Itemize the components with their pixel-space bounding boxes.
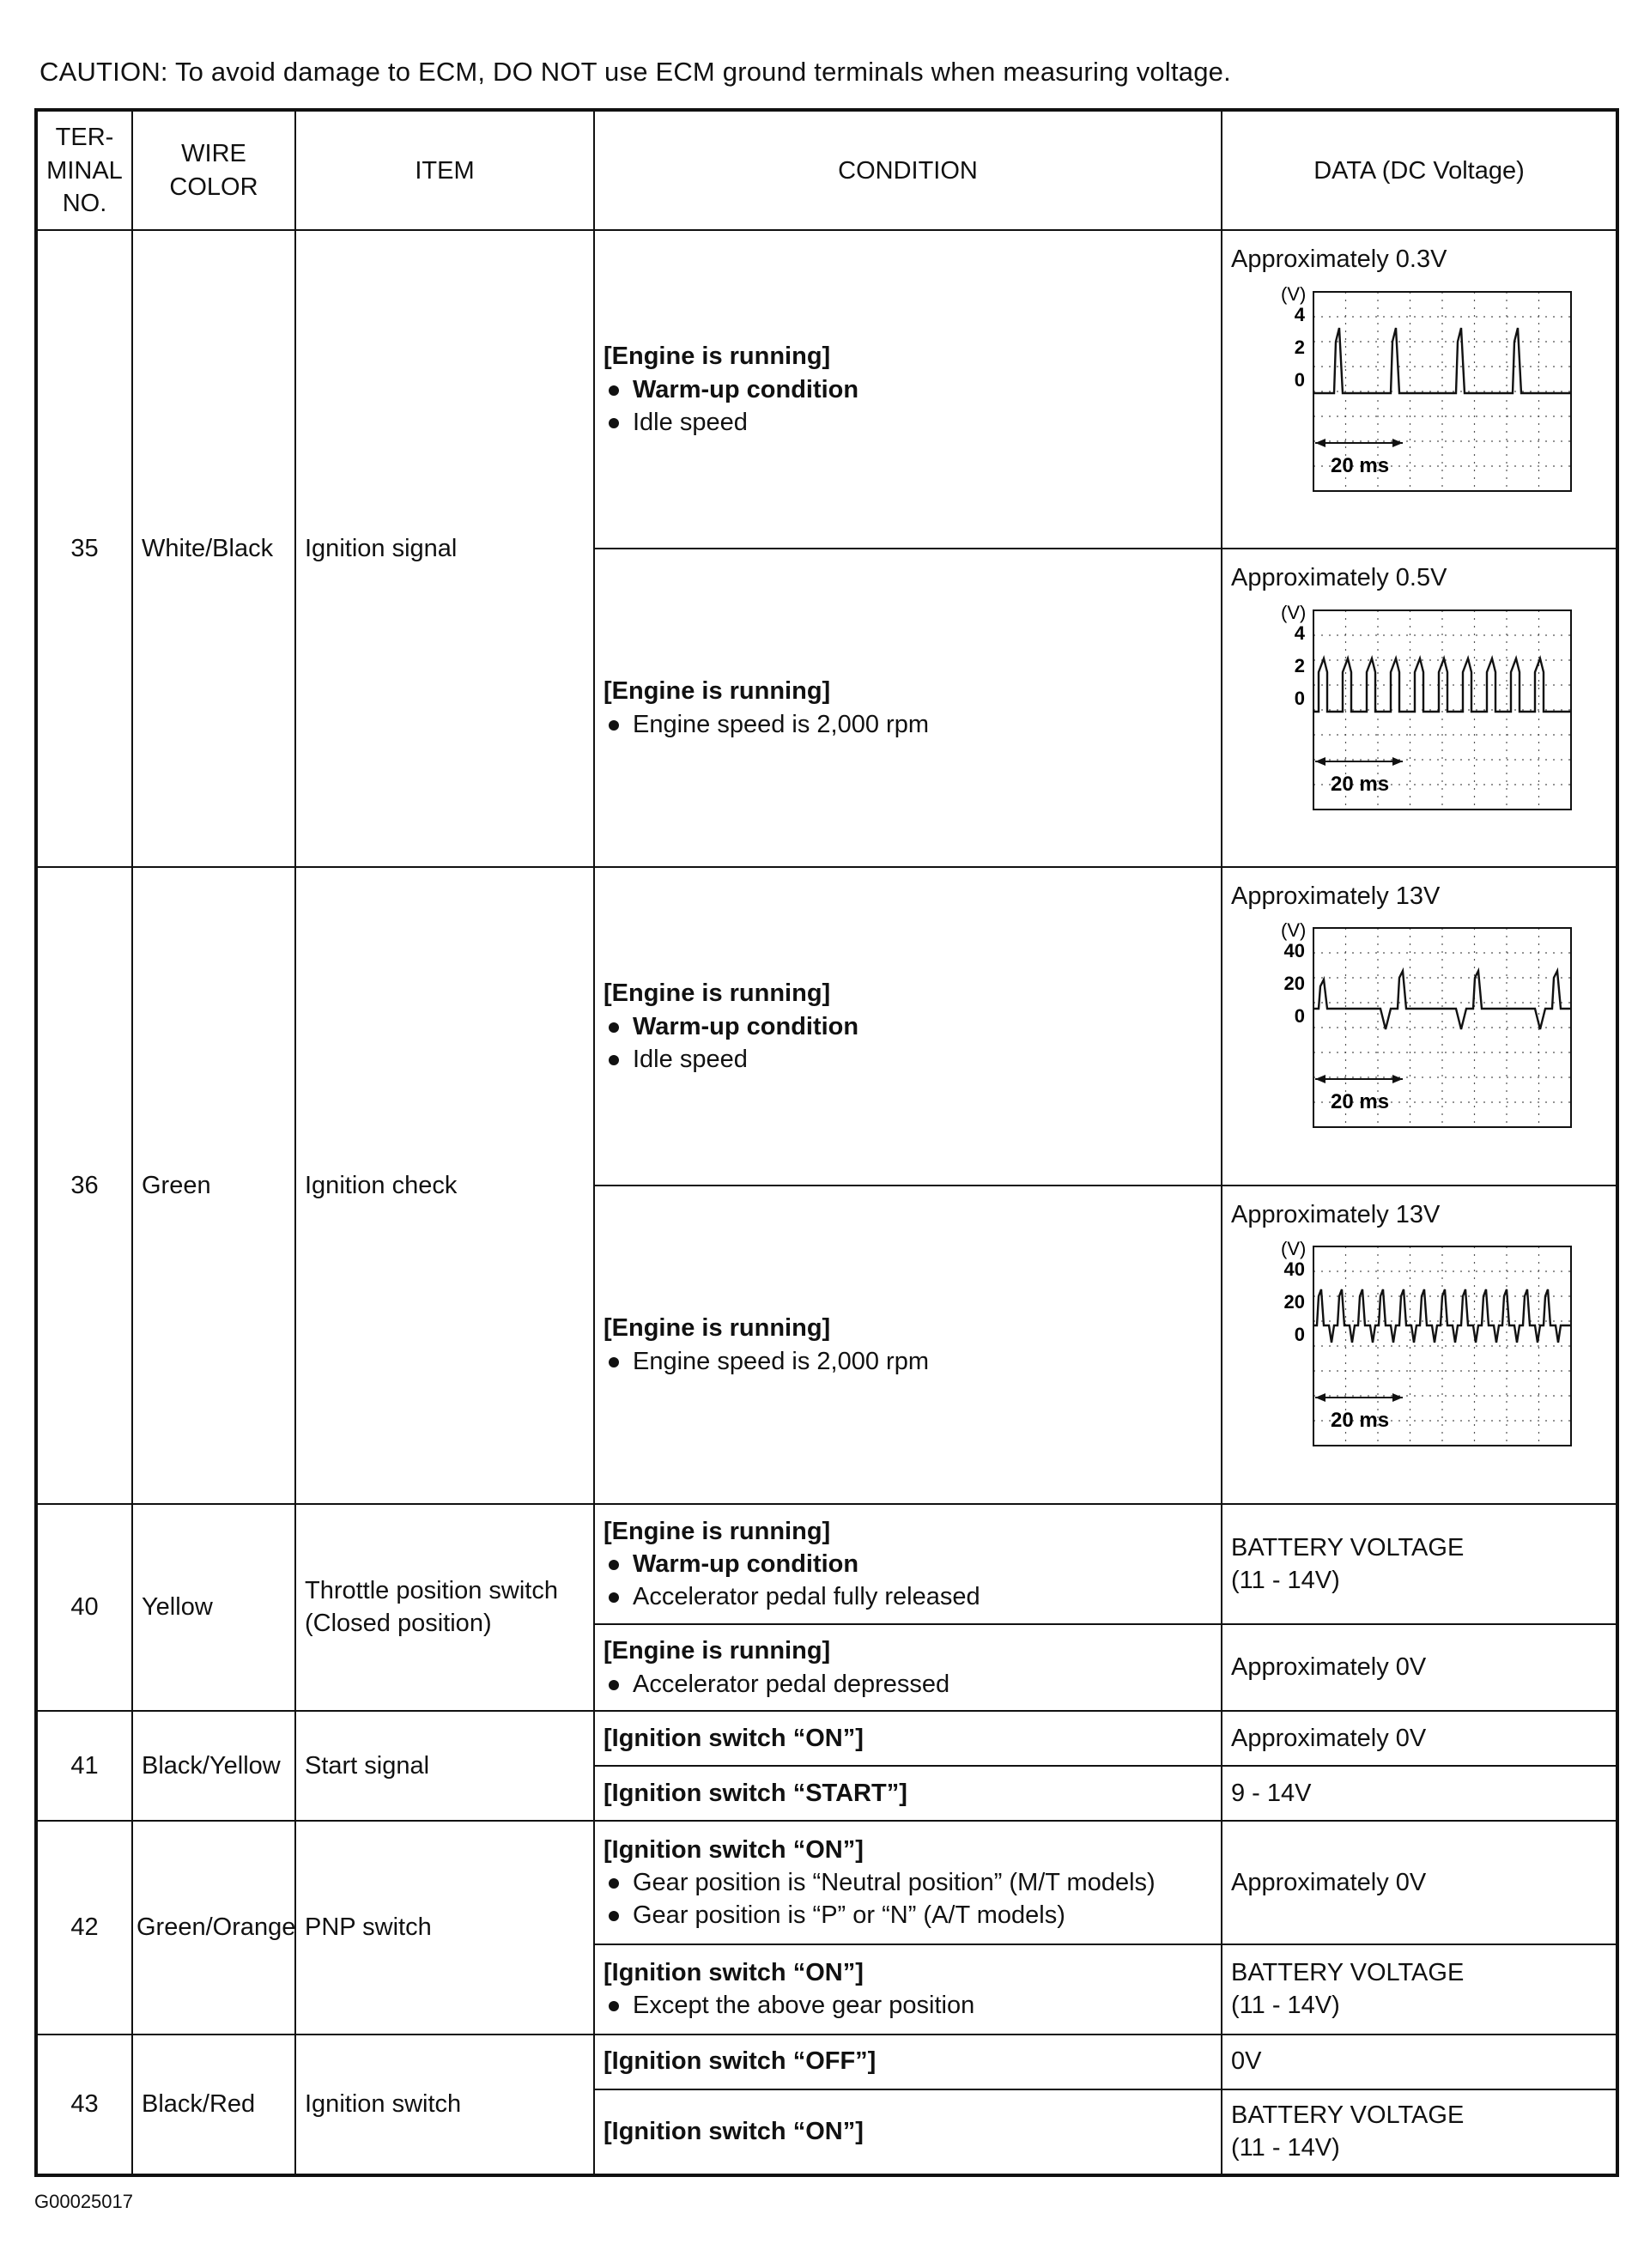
wire-color: Black/Red (132, 2035, 295, 2175)
item-name: Throttle position switch (Closed position) (295, 1504, 594, 1711)
data-cell (1222, 2035, 1617, 2089)
data-cell (1222, 1186, 1617, 1504)
table-row (36, 1711, 1617, 1766)
oscilloscope-waveform (1260, 282, 1586, 498)
data-cell (1222, 867, 1617, 1186)
scope-tick-label: 2 (1294, 336, 1305, 358)
data-cell (1222, 1711, 1617, 1766)
condition-bullet: Idle speed (604, 1043, 1212, 1076)
condition-heading: [Engine is running] (604, 343, 831, 371)
terminal-number: 35 (36, 230, 132, 867)
header-data: DATA (DC Voltage) (1222, 110, 1617, 230)
condition-cell (594, 867, 1222, 1186)
caution-note: CAUTION: To avoid damage to ECM, DO NOT use ECM ground terminals when measuring voltage. (39, 57, 1231, 87)
table-row (36, 867, 1617, 1186)
ecm-terminal-table (34, 108, 1619, 2177)
condition-heading: [Ignition switch “ON”] (604, 2118, 864, 2146)
condition-heading: [Engine is running] (604, 677, 831, 706)
wire-color: Yellow (132, 1504, 295, 1711)
data-value: BATTERY VOLTAGE (11 - 14V) (1231, 1533, 1465, 1595)
condition-cell (594, 1821, 1222, 1944)
arrowhead-icon (1392, 1393, 1403, 1402)
condition-bullet: Accelerator pedal depressed (604, 1668, 1212, 1701)
header-wire-color (132, 110, 295, 230)
arrowhead-icon (1315, 1075, 1325, 1083)
condition-heading: [Engine is running] (604, 979, 831, 1008)
condition-cell (594, 1711, 1222, 1766)
scope-tick-label: 0 (1294, 687, 1305, 709)
condition-heading: [Engine is running] (604, 1517, 831, 1545)
scope-tick-label: 0 (1294, 1005, 1305, 1028)
scope-unit-label: (V) (1281, 919, 1307, 942)
arrowhead-icon (1392, 1075, 1403, 1083)
wire-color: Green (132, 867, 295, 1504)
item-name: Start signal (295, 1711, 594, 1821)
header-terminal-no (36, 110, 132, 230)
header-condition: CONDITION (594, 110, 1222, 230)
condition-bullet: Warm-up condition (604, 373, 1212, 406)
scope-tick-label: 4 (1294, 622, 1305, 644)
data-value: 0V (1231, 2047, 1262, 2076)
data-value: Approximately 0V (1231, 1868, 1427, 1896)
scope-tick-label: 2 (1294, 654, 1305, 676)
header-terminal-line-1: TER- (55, 124, 114, 152)
oscilloscope-waveform (1260, 918, 1586, 1134)
condition-bullet: Accelerator pedal fully released (604, 1580, 1212, 1613)
scope-tick-label: 20 (1283, 1291, 1305, 1313)
scope-tick-label: 0 (1294, 1324, 1305, 1346)
condition-cell (594, 1504, 1222, 1624)
condition-cell (594, 230, 1222, 549)
time-scale-label: 20 ms (1331, 1090, 1390, 1114)
table-row (36, 230, 1617, 549)
header-terminal-line-2: MINAL (46, 156, 123, 185)
data-value: Approximately 0V (1231, 1653, 1427, 1682)
oscilloscope-waveform (1260, 600, 1586, 816)
condition-cell (594, 2089, 1222, 2175)
condition-cell (594, 1766, 1222, 1821)
item-name: Ignition check (295, 867, 594, 1504)
wire-color: Green/Orange (132, 1821, 295, 2035)
condition-bullet: Idle speed (604, 406, 1212, 439)
scope-tick-label: 40 (1283, 940, 1305, 962)
condition-bullet: Gear position is “P” or “N” (A/T models) (604, 1899, 1212, 1931)
item-name: PNP switch (295, 1821, 594, 2035)
time-scale-label: 20 ms (1331, 772, 1390, 796)
table-row (36, 2035, 1617, 2089)
scope-unit-label: (V) (1281, 601, 1307, 623)
terminal-number: 36 (36, 867, 132, 1504)
condition-cell (594, 1944, 1222, 2034)
table-row (36, 1504, 1617, 1624)
data-value: Approximately 13V (1231, 882, 1441, 911)
item-name: Ignition signal (295, 230, 594, 867)
data-value: 9 - 14V (1231, 1779, 1312, 1807)
scope-tick-label: 4 (1294, 303, 1305, 325)
figure-code: G00025017 (34, 2191, 133, 2212)
arrowhead-icon (1315, 757, 1325, 766)
condition-cell (594, 549, 1222, 867)
condition-heading: [Ignition switch “ON”] (604, 1959, 864, 1987)
arrowhead-icon (1392, 757, 1403, 766)
data-value: Approximately 0V (1231, 1724, 1427, 1752)
arrowhead-icon (1315, 1393, 1325, 1402)
header-terminal-line-3: NO. (62, 189, 107, 217)
arrowhead-icon (1315, 439, 1325, 447)
condition-heading: [Ignition switch “OFF”] (604, 2047, 877, 2076)
condition-bullet: Engine speed is 2,000 rpm (604, 708, 1212, 741)
condition-bullet: Except the above gear position (604, 1989, 1212, 2022)
data-cell (1222, 1624, 1617, 1710)
oscilloscope-waveform (1260, 1236, 1586, 1452)
header-wire-line-1: WIRE (181, 140, 246, 168)
condition-heading: [Ignition switch “ON”] (604, 1835, 864, 1864)
waveform-trace (1313, 971, 1571, 1029)
data-cell (1222, 230, 1617, 549)
waveform-trace (1313, 328, 1571, 393)
data-value: BATTERY VOLTAGE (11 - 14V) (1231, 2101, 1465, 2162)
condition-heading: [Ignition switch “START”] (604, 1779, 907, 1807)
condition-cell (594, 1624, 1222, 1710)
condition-bullet: Engine speed is 2,000 rpm (604, 1345, 1212, 1378)
scope-tick-label: 40 (1283, 1258, 1305, 1281)
scope-tick-label: 20 (1283, 973, 1305, 995)
terminal-number: 43 (36, 2035, 132, 2175)
wire-color: Black/Yellow (132, 1711, 295, 1821)
condition-heading: [Engine is running] (604, 1637, 831, 1665)
data-value: Approximately 0.5V (1231, 564, 1447, 592)
data-cell (1222, 549, 1617, 867)
condition-bullet: Warm-up condition (604, 1010, 1212, 1043)
condition-heading: [Engine is running] (604, 1314, 831, 1343)
item-name: Ignition switch (295, 2035, 594, 2175)
data-value: BATTERY VOLTAGE (11 - 14V) (1231, 1959, 1465, 2020)
scope-unit-label: (V) (1281, 1238, 1307, 1260)
condition-cell (594, 1186, 1222, 1504)
arrowhead-icon (1392, 439, 1403, 447)
terminal-number: 41 (36, 1711, 132, 1821)
scope-tick-label: 0 (1294, 368, 1305, 391)
terminal-number: 42 (36, 1821, 132, 2035)
condition-bullet: Warm-up condition (604, 1548, 1212, 1580)
data-cell (1222, 2089, 1617, 2175)
condition-cell (594, 2035, 1222, 2089)
condition-bullet: Gear position is “Neutral position” (M/T models) (604, 1866, 1212, 1899)
time-scale-label: 20 ms (1331, 1409, 1390, 1433)
time-scale-label: 20 ms (1331, 453, 1390, 477)
data-cell (1222, 1504, 1617, 1624)
terminal-number: 40 (36, 1504, 132, 1711)
header-item: ITEM (295, 110, 594, 230)
table-row (36, 1821, 1617, 1944)
data-cell (1222, 1766, 1617, 1821)
table-header-row (36, 110, 1617, 230)
data-cell (1222, 1821, 1617, 1944)
condition-heading: [Ignition switch “ON”] (604, 1724, 864, 1752)
header-wire-line-2: COLOR (169, 173, 258, 201)
data-cell (1222, 1944, 1617, 2034)
data-value: Approximately 13V (1231, 1201, 1441, 1229)
data-value: Approximately 0.3V (1231, 246, 1447, 274)
scope-unit-label: (V) (1281, 282, 1307, 305)
wire-color: White/Black (132, 230, 295, 867)
